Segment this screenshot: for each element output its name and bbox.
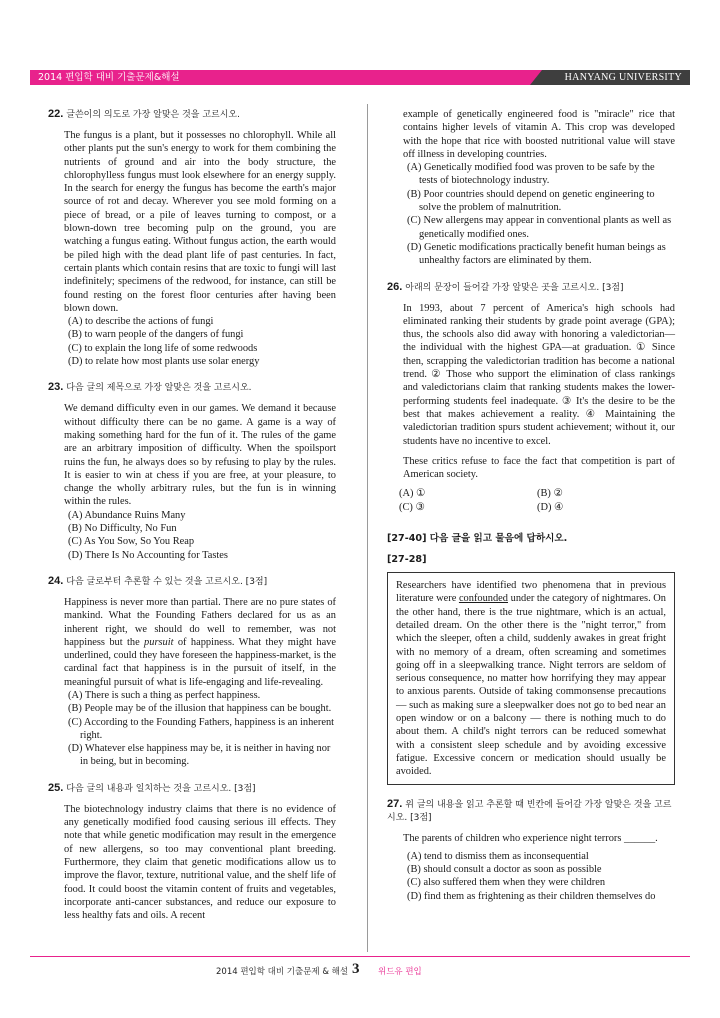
option-a[interactable]: (A) to describe the actions of fungi — [68, 316, 214, 328]
left-column — [48, 108, 336, 922]
passage: The fungus is a plant, but it possesses no chlorophyll. While all other plants put the sun's energy to work for them combining the nutrients of ground and air into the body structure, the chlorophylless fungus must look elsewhere for an energy supply. In the search for energy the fungus has become the earth's major source of rot and decay. Wherever you see mold forming on a piece of bread, or a pile of leaves turning to compost, or a blown-down tree becoming pulp on the ground, you are watching a fungus eating. Without fungus action, the earth would be piled high with the dead plant life of past centuries. In fact, certain plants which contain resins that are toxic to fungi will last indefinitely; specimens of the redwood, for instance, can still be found resting on the forest floor centuries after having been blown down. — [64, 130, 336, 314]
question-prompt: 아래의 문장이 들어갈 가장 알맞은 곳을 고르시오. [3점] — [405, 282, 624, 293]
question-23 — [48, 381, 336, 562]
option-c[interactable]: (C) According to the Founding Fathers, happiness is an inherent right. — [68, 716, 335, 741]
options — [52, 315, 336, 368]
header-bar — [30, 70, 690, 85]
option-a[interactable]: (A) Genetically modified food was proven to be safe by the tests of biotechnology industry. — [407, 162, 655, 187]
options — [391, 161, 675, 267]
options — [52, 689, 336, 769]
option-b[interactable]: (B) People may be of the illusion that happiness can be bought. — [68, 703, 332, 715]
reading-box: Researchers have identified two phenomena that in previous literature were confounded under the category of nightmares. On the other hand, there is the true nightmare, which is an actual, detailed dream. On the other there is the "night terror," from which the sleeper, often a child, suddenly awakes in great fright with no memory of a dream, often screaming and sometimes going off in a sleepwalking trance. Night terrors are seldom of serious consequence, no matter how horrifying they may appear to anxious parents. Outside of taking commonsense precautions — such as making sure a sleepwalker does not go to bed near an open window or on a balcony — there is nothing much to do about them. A child's night terrors can be reduced somewhat with a consistent sleep schedule and by avoiding excessive fatigue. Excessive concern or medication should usually be avoided. — [387, 572, 675, 785]
option-a[interactable]: (A) ① — [399, 488, 426, 500]
footer-brand: 위드유 편입 — [378, 967, 422, 977]
option-d[interactable]: (D) There Is No Accounting for Tastes — [68, 549, 228, 561]
question-prompt: 다음 글로부터 추론할 수 있는 것을 고르시오. [3점] — [66, 576, 268, 587]
option-d[interactable]: (D) Whatever else happiness may be, it is neither in having nor in being, but in becoming. — [68, 743, 331, 768]
options — [52, 509, 336, 562]
passage: Happiness is never more than partial. There are no pure states of mankind. What the Founding Fathers declared for us as an inherent right, we should do well to remember, was not happiness but the pursuit of happiness. What they might have underlined, could they have foreseen the happiness-market, is the cardinal fact that happiness is in the pursuit of itself, in the meaningful pursuit of what is life-engaging and life-revealing. — [64, 596, 336, 688]
option-c[interactable]: (C) As You Sow, So You Reap — [68, 536, 195, 548]
option-d[interactable]: (D) to relate how most plants use solar energy — [68, 356, 260, 368]
header-title: 2014 편입학 대비 기출문제&해설 — [30, 70, 530, 85]
question-number: 23. — [48, 381, 64, 394]
options — [387, 487, 675, 514]
section-header: [27-40] 다음 글을 읽고 물음에 답하시오. — [387, 533, 568, 545]
option-b[interactable]: (B) No Difficulty, No Fun — [68, 523, 177, 535]
passage: We demand difficulty even in our games. We demand it because without difficulty there can be no game. A game is a way of making something hard for the fun of it. The rules of the game are an arbitrary imposition of difficulty. When the spoilsport ruins the fun, he always does so by refusing to play by the rules. It is easier to win at chess if you are free, at your pleasure, to change the wholly arbitrary rules, but the fun is in winning within the rules. — [64, 403, 336, 508]
option-a[interactable]: (A) Abundance Ruins Many — [68, 509, 186, 521]
footer-title: 2014 편입학 대비 기출문제 & 해설 — [216, 967, 349, 977]
page-number: 3 — [352, 961, 360, 977]
option-b[interactable]: (B) to warn people of the dangers of fungi — [68, 329, 244, 341]
question-prompt: 위 글의 내용을 읽고 추론할 때 빈칸에 들어갈 가장 알맞은 것을 고르시오. [3점] — [387, 800, 672, 824]
question-25 — [48, 782, 336, 923]
question-number: 22. — [48, 108, 64, 120]
question-number: 26. — [387, 280, 403, 293]
option-b[interactable]: (B) ② — [537, 488, 563, 500]
option-c[interactable]: (C) ③ — [399, 501, 425, 513]
option-c[interactable]: (C) to explain the long life of some redwoods — [68, 342, 258, 354]
option-d[interactable]: (D) ④ — [537, 501, 564, 513]
option-b[interactable]: (B) Poor countries should depend on genetic engineering to solve the problem of malnutrition. — [407, 188, 655, 214]
option-a[interactable]: (A) There is such a thing as perfect happiness. — [68, 689, 261, 701]
passage-part-1: The biotechnology industry claims that there is no evidence of any genetically modified food causing serious ill effects. They note that while genetic modification may result in the emergence of new allergens, so too may conventional plant breeding. Furthermore, they claim that genetic modifications allow us to improve the flavor, texture, nutritional value, and the shelf life of food. It could boost the vitamin content of fruits and vegetables, incorporate anti-cancer substances, and reduce our exposure to less healthy fats and oils. A recent — [64, 803, 336, 922]
option-d[interactable]: (D) find them as frightening as their children themselves do — [407, 890, 656, 902]
question-prompt: 다음 글의 내용과 일치하는 것을 고르시오. [3점] — [66, 783, 256, 794]
question-22 — [48, 108, 336, 368]
question-number: 27. — [387, 798, 403, 811]
question-27 — [387, 798, 675, 902]
question-prompt: 다음 글의 제목으로 가장 알맞은 것을 고르시오. — [66, 383, 252, 394]
subsection-header: [27-28] — [387, 554, 427, 566]
question-number: 24. — [48, 574, 64, 587]
header-divider-triangle — [530, 70, 542, 85]
option-c[interactable]: (C) also suffered them when they were children — [407, 877, 606, 889]
option-c[interactable]: (C) New allergens may appear in conventional plants as well as genetically modified ones. — [407, 215, 672, 240]
right-column — [387, 108, 675, 903]
insert-sentence: These critics refuse to face the fact that competition is part of American society. — [403, 455, 675, 481]
option-b[interactable]: (B) should consult a doctor as soon as possible — [407, 864, 602, 876]
question-24 — [48, 575, 336, 769]
question-prompt: 글쓴이의 의도로 가장 알맞은 것을 고르시오. — [66, 110, 240, 120]
footer-rule — [30, 956, 690, 957]
passage: In 1993, about 7 percent of America's high schools had eliminated ranking their students by grade point average (GPA); thus, the schools also did away with honoring a valedictorian—the individual with the highest GPA—at graduation. ① Since then, scrapping the valedictorian tradition has become a national trend. ② Those who support the elimination of class rankings and valedictorians claim that ranking students makes the lower-performing students feel inadequate. ③ It's the desire to be the best that makes achievement a reality. ④ Maintaining the valedictorian tradition spurs student achievement; without it, our students have no incentive to excel. — [403, 302, 675, 447]
column-divider — [367, 104, 368, 952]
option-a[interactable]: (A) tend to dismiss them as inconsequential — [407, 850, 589, 862]
question-26 — [387, 281, 675, 514]
passage-part-2: example of genetically engineered food is "miracle" rice that contains higher levels of vitamin A. This crop was developed with the hope that rice with boosted nutritional value will stave off illness in developing countries. — [403, 109, 675, 160]
options — [391, 850, 675, 903]
option-d[interactable]: (D) Genetic modifications practically benefit human beings as unhealthy factors are eliminated by them. — [407, 241, 666, 267]
question-25-continued — [387, 108, 675, 268]
header-university: HANYANG UNIVERSITY — [530, 70, 690, 85]
question-stem: The parents of children who experience night terrors ______. — [403, 833, 658, 845]
question-number: 25. — [48, 781, 64, 794]
